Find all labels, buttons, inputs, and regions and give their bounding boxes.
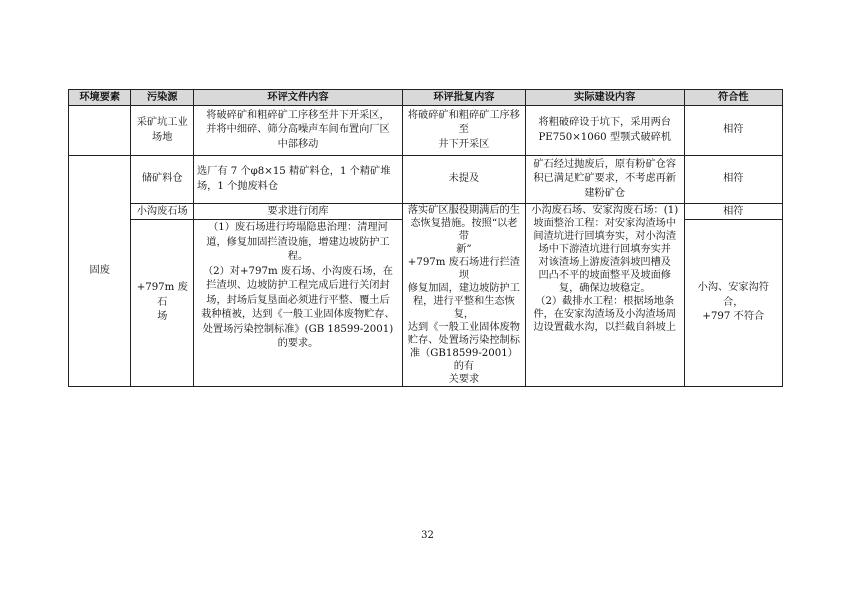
- actual-cell: 将粗破碎设于坑下，采用两台 PE750×1060 型颚式破碎机: [525, 106, 684, 156]
- eia-cell: （1）废石场进行垮塌隐患治理：清理河 道，修复加固拦渣设施，增建边坡防护工 程。 （2）对+797m 废石场、小沟废石场，在 拦渣坝、边坡防护工程完成后进行关闭封 场，封场后复垦面必须进行平整、覆土后 栽种植被，达到《一般工业固体废物贮存、 处置场污染控制标准》(GB 18599-2001) 的要求。: [193, 220, 402, 387]
- header-pollution-source: 污染源: [131, 90, 193, 106]
- compliance-table: [68, 89, 783, 387]
- env-element-cell-blank: [69, 106, 131, 156]
- table-row: [69, 204, 783, 220]
- eia-cell: 将破碎矿和粗碎矿工序移至井下开采区， 并将中细碎、筛分高噪声车间布置向厂区 中部移动: [193, 106, 402, 156]
- table-row: [69, 106, 783, 156]
- eia-cell: 要求进行闭库: [193, 204, 402, 220]
- header-env-element: 环境要素: [69, 90, 131, 106]
- table-row: [69, 156, 783, 204]
- conformity-cell: 小沟、安家沟符合， +797 不符合: [684, 220, 782, 387]
- conformity-cell: 相符: [684, 106, 782, 156]
- approval-merged-cell: 落实矿区服役期满后的生 态恢复措施。按照“以老带 新” +797m 废石场进行拦渣坝 修复加固，建边坡防护工 程，进行平整和生态恢复， 达到《一般工业固体废物 贮存、处置场污染控制标 准（GB18599-2001）的有 关要求: [402, 204, 525, 387]
- source-cell: 储矿料仓: [131, 156, 193, 204]
- approval-cell: 未提及: [402, 156, 525, 204]
- source-cell: 小沟废石场: [131, 204, 193, 220]
- header-conformity: 符合性: [684, 90, 782, 106]
- conformity-cell: 相符: [684, 204, 782, 220]
- source-cell: +797m 废石 场: [131, 220, 193, 387]
- table-header-row: [69, 90, 783, 106]
- actual-cell: 矿石经过抛废后，原有粉矿仓容 积已满足贮矿要求，不考虑再新 建粉矿仓: [525, 156, 684, 204]
- eia-cell: 选厂有 7 个φ8×15 精矿料仓，1 个精矿堆 场，1 个抛废料仓: [193, 156, 402, 204]
- page-number: 32: [421, 530, 434, 541]
- conformity-cell: 相符: [684, 156, 782, 204]
- actual-merged-cell: 小沟废石场、安家沟废石场：(1) 坡面整治工程：对安家沟渣场中 间渣坑进行回填夯实，对小沟渣 场中下游渣坑进行回填夯实并 对该渣场上游废渣斜坡凹槽及 凹凸不平的坡面整平及坡面修 复，确保边坡稳定。 （2）截排水工程：根据场地条 件，在安家沟渣场及小沟渣场周 边设置截水沟，以拦截自斜坡上: [525, 204, 684, 387]
- source-cell: 采矿坑工业 场地: [131, 106, 193, 156]
- header-eia-content: 环评文件内容: [193, 90, 402, 106]
- approval-cell: 将破碎矿和粗碎矿工序移至 井下开采区: [402, 106, 525, 156]
- header-approval-content: 环评批复内容: [402, 90, 525, 106]
- header-actual-construction: 实际建设内容: [525, 90, 684, 106]
- env-element-cell: 固废: [69, 156, 131, 387]
